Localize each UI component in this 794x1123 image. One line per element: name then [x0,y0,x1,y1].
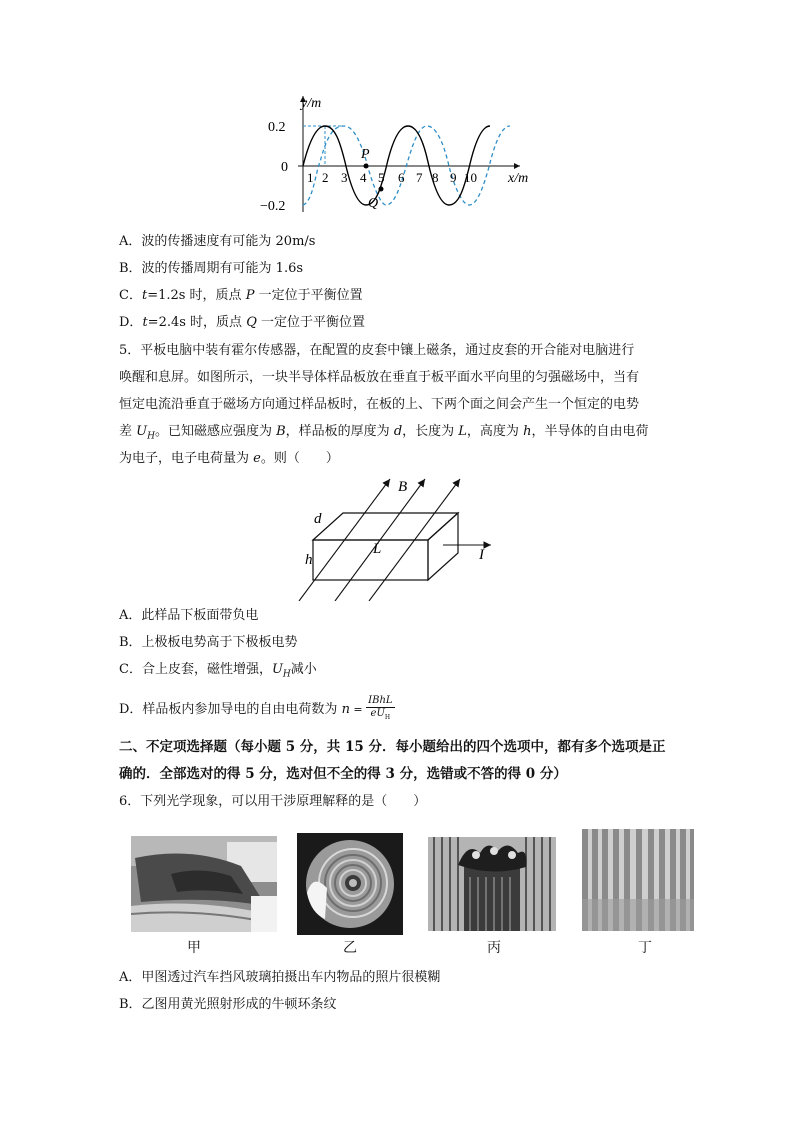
q6-stem: 6．下列光学现象，可以用干涉原理解释的是（ ） [119,794,427,809]
q5-line-3: 恒定电流沿垂直于磁场方向通过样品板时，在板的上、下两个面之间会产生一个恒定的电势 [119,397,640,412]
q5-d-eq: = [349,703,367,716]
q5-l4-L: L [458,424,467,439]
q5-d-a: D．样品板内参加导电的自由电荷数为 [119,702,342,717]
q5-l5-a: 为电子，电子电荷量为 [119,451,254,466]
q4-option-b: B．波的传播周期有可能为 1.6s [119,261,304,276]
q4-option-d [119,314,365,332]
q4-c-t: t [141,288,148,303]
box-top [313,513,458,540]
q5-option-b: B．上极板电势高于下极板电势 [119,635,298,650]
q4-option-a: A．波的传播速度有可能为 20m/s [119,234,316,249]
q4-option-c [119,287,363,305]
q5-l4-sub: H [147,431,155,442]
q5-c-a: C．合上皮套，磁性增强， [119,662,272,677]
photo-jia [131,836,277,932]
point-q-dot [379,187,384,192]
x-tick-6: 6 [398,170,405,185]
q5-option-c [119,661,317,684]
q6-option-a: A．甲图透过汽车挡风玻璃拍摄出车内物品的照片很模糊 [119,970,441,985]
x-axis-label: x/m [508,171,529,186]
x-tick-10: 10 [464,170,477,185]
label-d: d [314,511,322,527]
x-tick-7: 7 [416,170,423,185]
x-tick-5: 5 [378,170,385,185]
q5-l5-e: e [253,451,261,466]
q4-d-end: 一定位于平衡位置 [256,315,365,330]
box-right [428,513,458,580]
y-axis-label: y/m [301,96,322,111]
q5-d-fraction [366,695,394,724]
caption-yi: 乙 [343,940,357,956]
wave-graph [258,92,538,217]
q5-d-den-sub: H [384,714,391,721]
q4-d-prefix: D． [119,315,143,330]
x-tick-2: 2 [322,170,329,185]
point-q-label: Q [368,196,379,211]
q4-c-mid: =1.2s 时，质点 [147,288,246,303]
section2-line-1: 二、不定项选择题（每小题 5 分，共 15 分．每小题给出的四个选项中，都有多个选项是正 [119,739,666,755]
q5-l4-e: ，长度为 [402,424,459,439]
q5-l4-c: ，样品板的厚度为 [285,424,394,439]
point-p-label: P [361,147,370,162]
y-tick-top: 0.2 [268,120,286,135]
caption-jia: 甲 [187,940,201,956]
x-tick-4: 4 [360,170,367,185]
q5-option-a: A．此样品下板面带负电 [119,608,259,623]
q5-line-2: 唤醒和息屏。如图所示，一块半导体样品板放在垂直于板平面水平向里的匀强磁场中，当有 [119,370,640,385]
q5-c-b: 减小 [290,662,317,677]
label-L: L [373,541,382,557]
y-tick-zero: 0 [281,160,288,175]
y-tick-bottom: −0.2 [260,199,286,214]
q5-d-denominator: eU [370,708,385,719]
q5-line-4 [119,423,648,446]
photo-yi [297,833,403,935]
q5-l4-B: B [276,424,286,439]
q5-line-5 [119,450,339,468]
point-p-dot [364,164,369,169]
q5-l4-f: ，高度为 [466,424,524,439]
q5-l5-b: 。则（ ） [260,451,339,466]
q5-line-1: 5．平板电脑中装有霍尔传感器，在配置的皮套中镶上磁条，通过皮套的开合能对电脑进行 [119,343,635,358]
q5-l4-h: h [523,424,532,439]
x-tick-3: 3 [341,170,348,185]
q5-c-u: U [271,662,283,677]
caption-ding: 丁 [638,940,652,956]
q5-l4-b: 。已知磁感应强度为 [154,424,277,439]
x-tick-1: 1 [307,170,314,185]
photo-ding [582,829,694,931]
q4-c-prefix: C． [119,288,142,303]
q5-c-sub: H [282,669,291,680]
caption-bing: 丙 [487,940,501,956]
q5-d-numerator: IBhL [368,695,393,706]
q5-l4-g: ，半导体的自由电荷 [531,424,649,439]
hall-diagram [295,473,505,601]
q4-d-mid: =2.4s 时，质点 [147,315,247,330]
photo-bing [428,837,556,931]
label-I: I [479,547,484,563]
q4-c-p: P [245,288,255,303]
section2-line-2: 确的．全部选对的得 5 分，选对但不全的得 3 分，选错或不答的得 0 分） [119,766,567,782]
label-h: h [305,552,313,568]
label-B: B [398,479,408,495]
x-tick-8: 8 [432,170,439,185]
q4-d-q: Q [246,315,257,330]
q5-d-n: n [341,702,350,717]
x-tick-9: 9 [450,170,457,185]
q4-d-t: t [142,315,148,330]
q5-l4-a: 差 [119,424,137,439]
q5-option-d [119,693,395,727]
q5-l4-u: U [136,424,148,439]
q6-option-b: B．乙图用黄光照射形成的牛顿环条纹 [119,997,337,1012]
q4-c-end: 一定位于平衡位置 [254,288,363,303]
q5-l4-d: d [393,424,403,439]
